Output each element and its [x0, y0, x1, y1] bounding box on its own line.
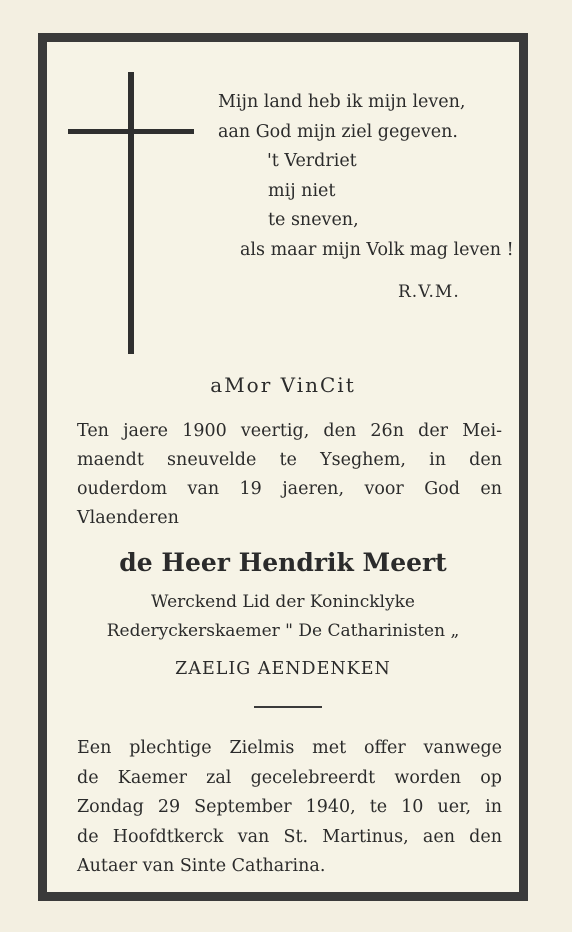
poem-line: aan God mijn ziel gegeven. — [218, 121, 458, 142]
motto: aMor VinCit — [210, 373, 356, 397]
poem-line: 't Verdriet — [267, 151, 357, 171]
mass-line: Autaer van Sinte Catharina. — [77, 856, 326, 876]
memorial-card — [38, 33, 528, 901]
mass-line: Een plechtige Zielmis met offer vanwege — [77, 738, 502, 758]
intro-line: Vlaenderen — [77, 508, 179, 528]
deceased-society: Rederyckerskaemer " De Catharinisten „ — [106, 621, 460, 641]
intro-line: Ten jaere 1900 veertig, den 26n der Mei- — [77, 421, 502, 441]
mass-line: de Hoofdtkerck van St. Martinus, aen den — [77, 826, 502, 847]
intro-text — [77, 417, 502, 533]
mass-line: Zondag 29 September 1940, te 10 uer, in — [77, 797, 502, 817]
zaelig-heading: ZAELIG AENDENKEN — [175, 659, 391, 679]
poem — [207, 88, 514, 265]
deceased-name: de Heer Hendrik Meert — [119, 548, 447, 577]
cross-icon — [128, 72, 134, 354]
deceased-role: Werckend Lid der Konincklyke — [151, 592, 415, 612]
poem-line: als maar mijn Volk mag leven ! — [240, 239, 514, 260]
poem-line: Mijn land heb ik mijn leven, — [218, 92, 466, 112]
mass-line: de Kaemer zal gecelebreerdt worden op — [77, 767, 502, 788]
cross-icon-bar — [68, 129, 194, 134]
intro-line: maendt sneuvelde te Yseghem, in den — [77, 450, 502, 470]
intro-line: ouderdom van 19 jaeren, voor God en — [77, 479, 502, 499]
poem-line: mij niet — [268, 180, 336, 201]
divider — [254, 706, 322, 708]
mass-text — [77, 734, 502, 882]
poem-author: R.V.M. — [398, 282, 460, 302]
poem-line: te sneven, — [268, 210, 359, 230]
